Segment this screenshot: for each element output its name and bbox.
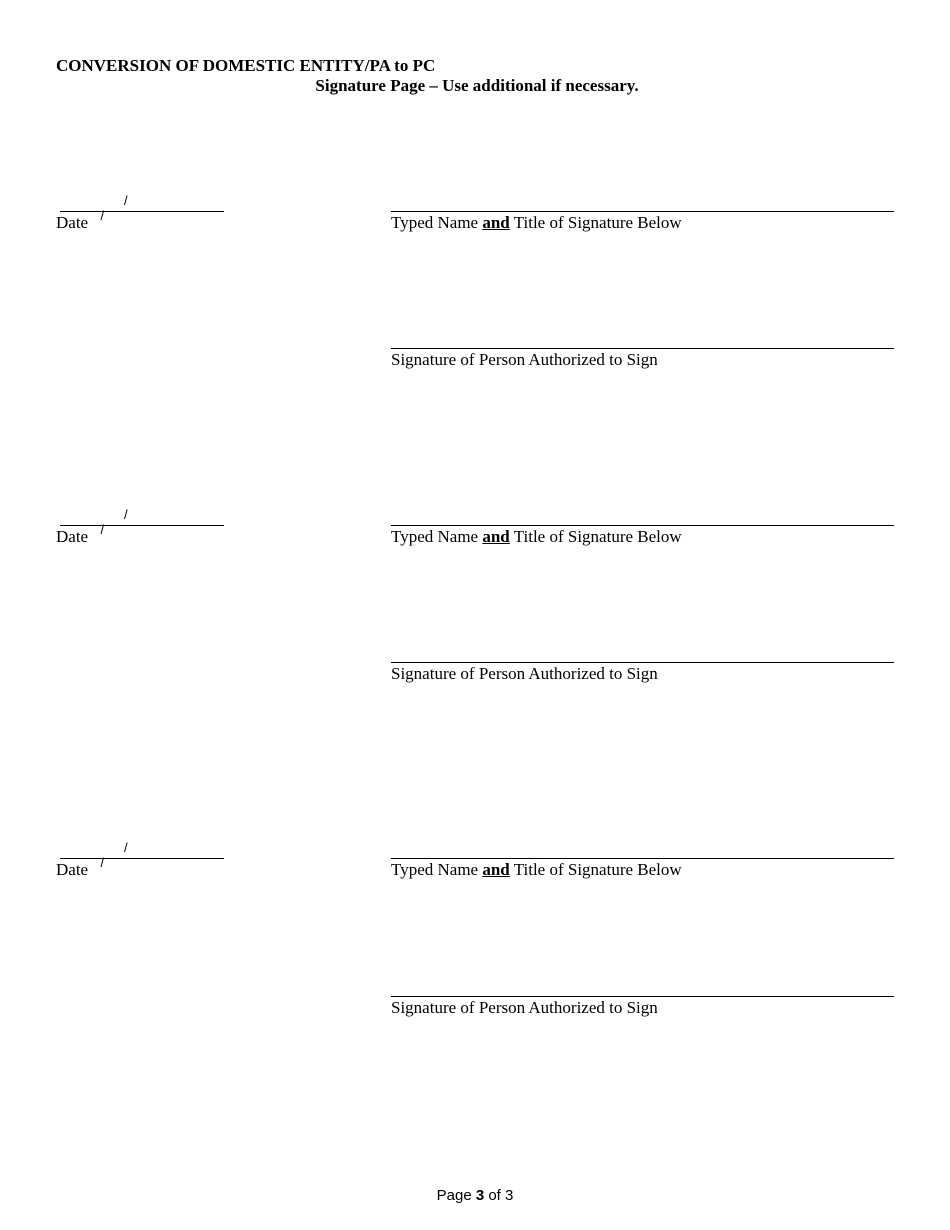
date-line	[60, 525, 224, 526]
typed-name-label-and: and	[482, 860, 510, 879]
typed-name-label-and: and	[482, 527, 510, 546]
page-footer	[0, 1187, 950, 1204]
page-current: 3	[475, 1187, 485, 1204]
typed-name-label-post: Title of Signature Below	[509, 860, 682, 879]
date-line	[60, 858, 224, 859]
date-field-1[interactable]	[86, 193, 128, 238]
date-slash: /	[124, 840, 128, 855]
date-label: Date	[56, 860, 89, 879]
date-line	[60, 211, 224, 212]
typed-name-label-pre: Typed Name	[391, 860, 483, 879]
page-prefix: Page	[436, 1187, 476, 1204]
page-total: 3	[505, 1187, 514, 1204]
signature-label: Signature of Person Authorized to Sign	[391, 664, 658, 683]
typed-name-line[interactable]	[391, 858, 894, 859]
date-field-3[interactable]	[86, 840, 128, 885]
date-slash: /	[124, 507, 128, 522]
typed-name-label	[391, 213, 682, 233]
typed-name-line[interactable]	[391, 525, 894, 526]
signature-label: Signature of Person Authorized to Sign	[391, 998, 658, 1017]
typed-name-label-pre: Typed Name	[391, 527, 483, 546]
signature-label: Signature of Person Authorized to Sign	[391, 350, 658, 369]
date-label: Date	[56, 213, 89, 232]
typed-name-label-post: Title of Signature Below	[509, 213, 682, 232]
typed-name-label-post: Title of Signature Below	[509, 527, 682, 546]
signature-line[interactable]	[391, 996, 894, 997]
page-middle: of	[484, 1187, 506, 1204]
date-slash: /	[124, 193, 128, 208]
date-label: Date	[56, 527, 89, 546]
typed-name-line[interactable]	[391, 211, 894, 212]
date-slash: /	[100, 855, 105, 870]
date-slash: /	[100, 522, 105, 537]
typed-name-label-and: and	[482, 213, 510, 232]
signature-line[interactable]	[391, 662, 894, 663]
signature-line[interactable]	[391, 348, 894, 349]
document-title: CONVERSION OF DOMESTIC ENTITY/PA to PC	[56, 56, 436, 75]
typed-name-label	[391, 527, 682, 547]
typed-name-label-pre: Typed Name	[391, 213, 483, 232]
document-subtitle: Signature Page – Use additional if necessary.	[315, 76, 639, 95]
date-slash: /	[100, 208, 105, 223]
date-field-2[interactable]	[86, 507, 128, 552]
typed-name-label	[391, 860, 682, 880]
